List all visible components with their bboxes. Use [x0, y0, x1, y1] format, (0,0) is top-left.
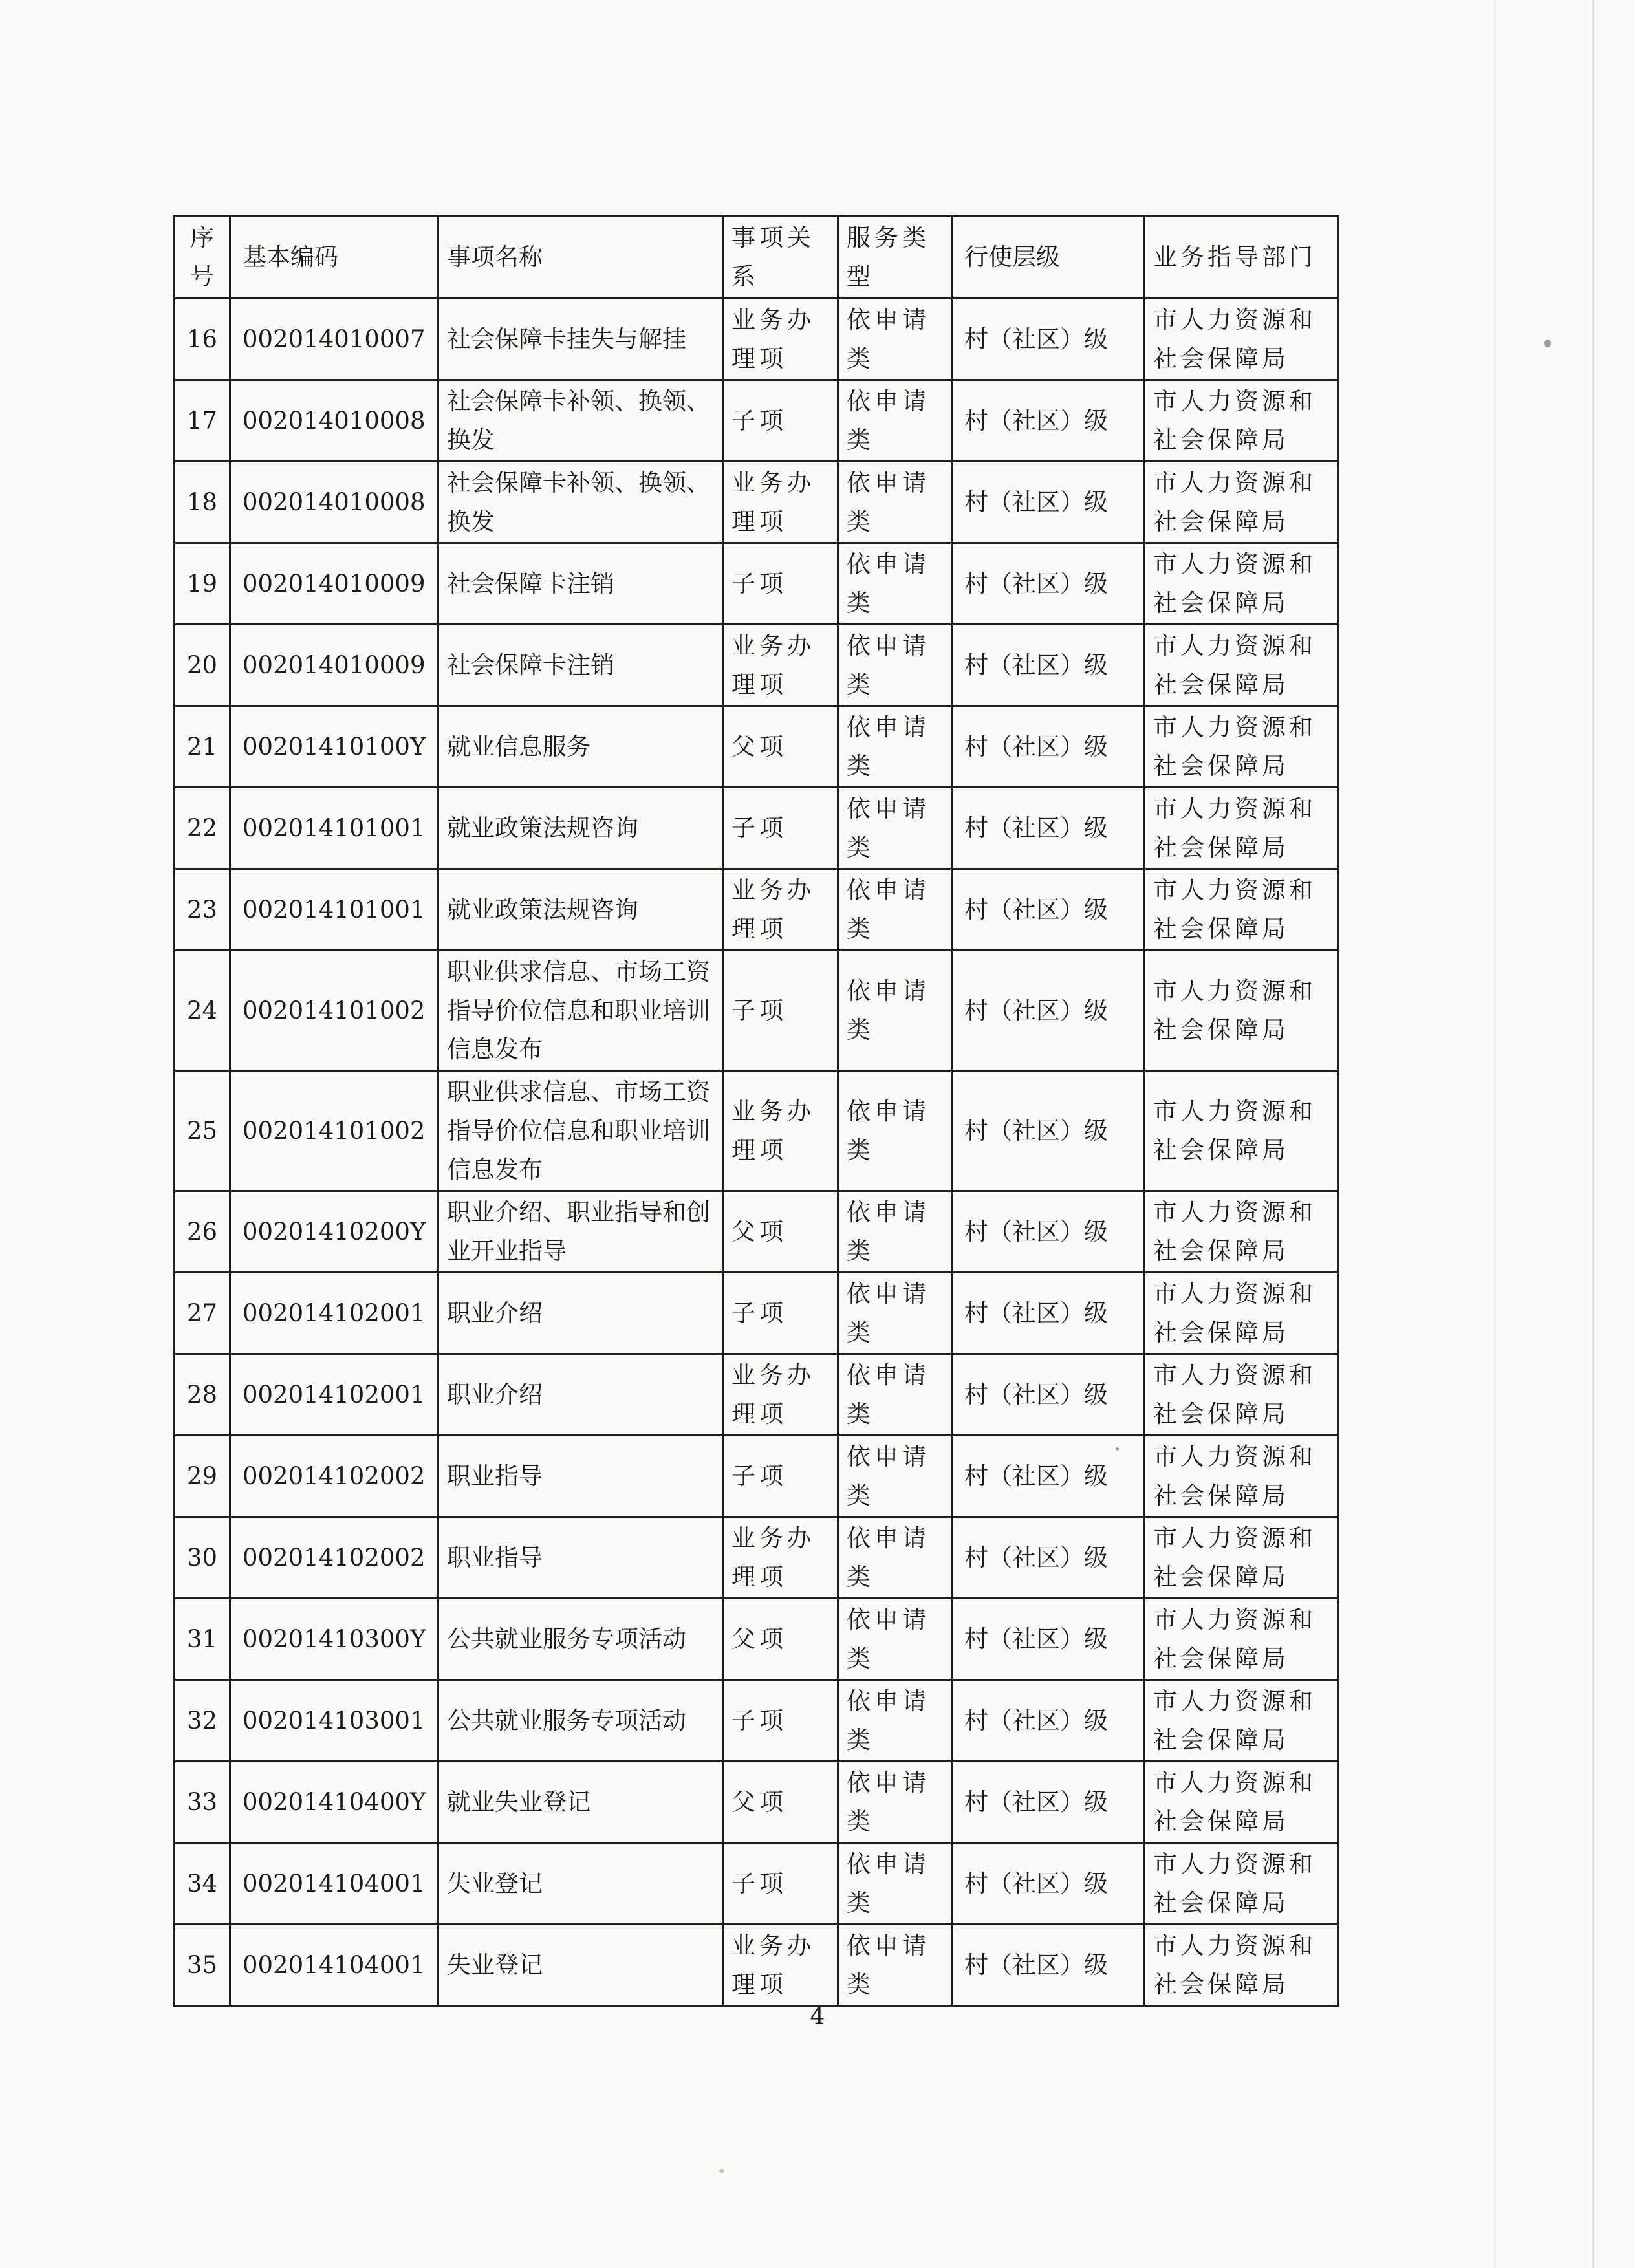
header-service-type: 服务类型 [838, 216, 952, 299]
cell-level: 村（社区）级 [952, 299, 1145, 380]
cell-name: 公共就业服务专项活动 [439, 1599, 723, 1680]
cell-seq: 20 [175, 625, 230, 706]
cell-code: 002014103001 [230, 1680, 439, 1762]
cell-service-type: 依申请类 [838, 1925, 952, 2006]
cell-code: 002014010009 [230, 625, 439, 706]
cell-name: 社会保障卡补领、换领、换发 [439, 380, 723, 462]
cell-code: 00201410400Y [230, 1762, 439, 1843]
cell-name: 职业指导 [439, 1517, 723, 1599]
table-row [175, 1762, 1339, 1843]
cell-service-type: 依申请类 [838, 869, 952, 951]
cell-code: 002014101001 [230, 869, 439, 951]
cell-relation: 业务办理项 [723, 1517, 838, 1599]
cell-level: 村（社区）级 [952, 1925, 1145, 2006]
cell-seq: 31 [175, 1599, 230, 1680]
header-relation: 事项关系 [723, 216, 838, 299]
cell-seq: 17 [175, 380, 230, 462]
cell-relation: 业务办理项 [723, 869, 838, 951]
cell-name: 失业登记 [439, 1843, 723, 1925]
cell-level: 村（社区）级 [952, 625, 1145, 706]
header-dept: 业务指导部门 [1145, 216, 1339, 299]
cell-service-type: 依申请类 [838, 1436, 952, 1517]
cell-seq: 33 [175, 1762, 230, 1843]
cell-relation: 子项 [723, 1273, 838, 1354]
cell-dept: 市人力资源和社会保障局 [1145, 1925, 1339, 2006]
cell-service-type: 依申请类 [838, 1843, 952, 1925]
cell-relation: 子项 [723, 951, 838, 1071]
cell-level: 村（社区）级 [952, 951, 1145, 1071]
cell-code: 00201410300Y [230, 1599, 439, 1680]
cell-relation: 业务办理项 [723, 299, 838, 380]
cell-level: 村（社区）级 [952, 1843, 1145, 1925]
cell-code: 002014010008 [230, 380, 439, 462]
cell-relation: 子项 [723, 380, 838, 462]
table-row [175, 1925, 1339, 2006]
cell-relation: 业务办理项 [723, 1354, 838, 1436]
table-row [175, 462, 1339, 543]
cell-code: 002014101002 [230, 951, 439, 1071]
cell-dept: 市人力资源和社会保障局 [1145, 1517, 1339, 1599]
service-items-table [173, 215, 1339, 2007]
table-row [175, 1354, 1339, 1436]
cell-service-type: 依申请类 [838, 299, 952, 380]
cell-dept: 市人力资源和社会保障局 [1145, 1599, 1339, 1680]
cell-seq: 25 [175, 1071, 230, 1191]
cell-name: 职业介绍 [439, 1273, 723, 1354]
cell-name: 职业介绍、职业指导和创业开业指导 [439, 1191, 723, 1273]
cell-code: 002014102002 [230, 1436, 439, 1517]
cell-name: 就业信息服务 [439, 706, 723, 788]
cell-dept: 市人力资源和社会保障局 [1145, 1843, 1339, 1925]
cell-dept: 市人力资源和社会保障局 [1145, 543, 1339, 625]
cell-dept: 市人力资源和社会保障局 [1145, 1273, 1339, 1354]
cell-name: 社会保障卡注销 [439, 543, 723, 625]
cell-name: 职业供求信息、市场工资指导价位信息和职业培训信息发布 [439, 1071, 723, 1191]
cell-level: 村（社区）级 [952, 1071, 1145, 1191]
cell-service-type: 依申请类 [838, 1191, 952, 1273]
table-row [175, 869, 1339, 951]
cell-code: 002014102002 [230, 1517, 439, 1599]
scan-edge-line-faint [1494, 0, 1496, 2268]
header-seq: 序号 [175, 216, 230, 299]
cell-level: 村（社区）级 [952, 1517, 1145, 1599]
cell-relation: 父项 [723, 1599, 838, 1680]
cell-dept: 市人力资源和社会保障局 [1145, 1762, 1339, 1843]
header-code: 基本编码 [230, 216, 439, 299]
cell-level: 村（社区）级 [952, 380, 1145, 462]
table-row [175, 380, 1339, 462]
cell-dept: 市人力资源和社会保障局 [1145, 380, 1339, 462]
cell-level: 村（社区）级 [952, 1599, 1145, 1680]
cell-service-type: 依申请类 [838, 1071, 952, 1191]
cell-code: 002014101002 [230, 1071, 439, 1191]
cell-dept: 市人力资源和社会保障局 [1145, 706, 1339, 788]
cell-relation: 父项 [723, 1191, 838, 1273]
cell-level: 村（社区）级 [952, 1436, 1145, 1517]
cell-service-type: 依申请类 [838, 1517, 952, 1599]
cell-seq: 24 [175, 951, 230, 1071]
header-level: 行使层级 [952, 216, 1145, 299]
cell-seq: 30 [175, 1517, 230, 1599]
cell-seq: 29 [175, 1436, 230, 1517]
scan-speck [719, 2169, 724, 2173]
table-row [175, 788, 1339, 869]
cell-dept: 市人力资源和社会保障局 [1145, 951, 1339, 1071]
cell-seq: 32 [175, 1680, 230, 1762]
cell-seq: 28 [175, 1354, 230, 1436]
cell-seq: 34 [175, 1843, 230, 1925]
cell-relation: 子项 [723, 543, 838, 625]
cell-code: 002014010009 [230, 543, 439, 625]
table-header-row [175, 216, 1339, 299]
scan-speck [1544, 340, 1551, 347]
cell-dept: 市人力资源和社会保障局 [1145, 625, 1339, 706]
cell-name: 失业登记 [439, 1925, 723, 2006]
cell-level: 村（社区）级 [952, 788, 1145, 869]
cell-service-type: 依申请类 [838, 951, 952, 1071]
cell-relation: 子项 [723, 1680, 838, 1762]
cell-code: 002014104001 [230, 1843, 439, 1925]
cell-level: 村（社区）级 [952, 1762, 1145, 1843]
cell-name: 职业供求信息、市场工资指导价位信息和职业培训信息发布 [439, 951, 723, 1071]
cell-relation: 父项 [723, 706, 838, 788]
cell-name: 公共就业服务专项活动 [439, 1680, 723, 1762]
table-row [175, 1599, 1339, 1680]
cell-service-type: 依申请类 [838, 543, 952, 625]
cell-name: 社会保障卡注销 [439, 625, 723, 706]
cell-dept: 市人力资源和社会保障局 [1145, 1436, 1339, 1517]
cell-service-type: 依申请类 [838, 1762, 952, 1843]
table-row [175, 299, 1339, 380]
cell-seq: 21 [175, 706, 230, 788]
table-row [175, 1071, 1339, 1191]
table-row [175, 625, 1339, 706]
cell-code: 00201410200Y [230, 1191, 439, 1273]
cell-service-type: 依申请类 [838, 462, 952, 543]
cell-name: 社会保障卡补领、换领、换发 [439, 462, 723, 543]
cell-dept: 市人力资源和社会保障局 [1145, 1680, 1339, 1762]
cell-relation: 子项 [723, 1843, 838, 1925]
cell-service-type: 依申请类 [838, 788, 952, 869]
header-name: 事项名称 [439, 216, 723, 299]
cell-name: 就业政策法规咨询 [439, 788, 723, 869]
cell-dept: 市人力资源和社会保障局 [1145, 1354, 1339, 1436]
cell-dept: 市人力资源和社会保障局 [1145, 462, 1339, 543]
cell-dept: 市人力资源和社会保障局 [1145, 869, 1339, 951]
cell-level: 村（社区）级 [952, 1354, 1145, 1436]
table-row [175, 706, 1339, 788]
table-row [175, 1273, 1339, 1354]
cell-relation: 子项 [723, 1436, 838, 1517]
cell-relation: 业务办理项 [723, 462, 838, 543]
table-row [175, 1680, 1339, 1762]
cell-name: 职业指导 [439, 1436, 723, 1517]
page-number: 4 [810, 2003, 825, 2030]
cell-dept: 市人力资源和社会保障局 [1145, 1191, 1339, 1273]
cell-seq: 26 [175, 1191, 230, 1273]
cell-seq: 23 [175, 869, 230, 951]
cell-service-type: 依申请类 [838, 1273, 952, 1354]
cell-code: 002014101001 [230, 788, 439, 869]
cell-code: 002014102001 [230, 1273, 439, 1354]
cell-service-type: 依申请类 [838, 1680, 952, 1762]
cell-code: 002014010008 [230, 462, 439, 543]
cell-level: 村（社区）级 [952, 543, 1145, 625]
cell-service-type: 依申请类 [838, 706, 952, 788]
cell-name: 就业政策法规咨询 [439, 869, 723, 951]
cell-service-type: 依申请类 [838, 380, 952, 462]
cell-level: 村（社区）级 [952, 869, 1145, 951]
table-row [175, 951, 1339, 1071]
cell-level: 村（社区）级 [952, 706, 1145, 788]
cell-service-type: 依申请类 [838, 1354, 952, 1436]
cell-level: 村（社区）级 [952, 462, 1145, 543]
table-row [175, 1843, 1339, 1925]
table-row [175, 543, 1339, 625]
cell-relation: 业务办理项 [723, 1071, 838, 1191]
cell-code: 002014010007 [230, 299, 439, 380]
cell-dept: 市人力资源和社会保障局 [1145, 1071, 1339, 1191]
cell-level: 村（社区）级 [952, 1273, 1145, 1354]
cell-service-type: 依申请类 [838, 1599, 952, 1680]
cell-seq: 27 [175, 1273, 230, 1354]
table-row [175, 1191, 1339, 1273]
cell-relation: 父项 [723, 1762, 838, 1843]
cell-level: 村（社区）级 [952, 1680, 1145, 1762]
cell-seq: 35 [175, 1925, 230, 2006]
cell-relation: 业务办理项 [723, 625, 838, 706]
cell-seq: 22 [175, 788, 230, 869]
cell-seq: 19 [175, 543, 230, 625]
cell-seq: 16 [175, 299, 230, 380]
cell-relation: 业务办理项 [723, 1925, 838, 2006]
cell-level: 村（社区）级 [952, 1191, 1145, 1273]
table-row [175, 1436, 1339, 1517]
cell-dept: 市人力资源和社会保障局 [1145, 788, 1339, 869]
cell-relation: 子项 [723, 788, 838, 869]
cell-service-type: 依申请类 [838, 625, 952, 706]
cell-code: 00201410100Y [230, 706, 439, 788]
service-items-table-wrap [173, 215, 1337, 2007]
cell-dept: 市人力资源和社会保障局 [1145, 299, 1339, 380]
cell-name: 职业介绍 [439, 1354, 723, 1436]
cell-name: 社会保障卡挂失与解挂 [439, 299, 723, 380]
cell-name: 就业失业登记 [439, 1762, 723, 1843]
cell-code: 002014104001 [230, 1925, 439, 2006]
cell-code: 002014102001 [230, 1354, 439, 1436]
scan-edge-line [1592, 0, 1594, 2268]
cell-seq: 18 [175, 462, 230, 543]
table-row [175, 1517, 1339, 1599]
